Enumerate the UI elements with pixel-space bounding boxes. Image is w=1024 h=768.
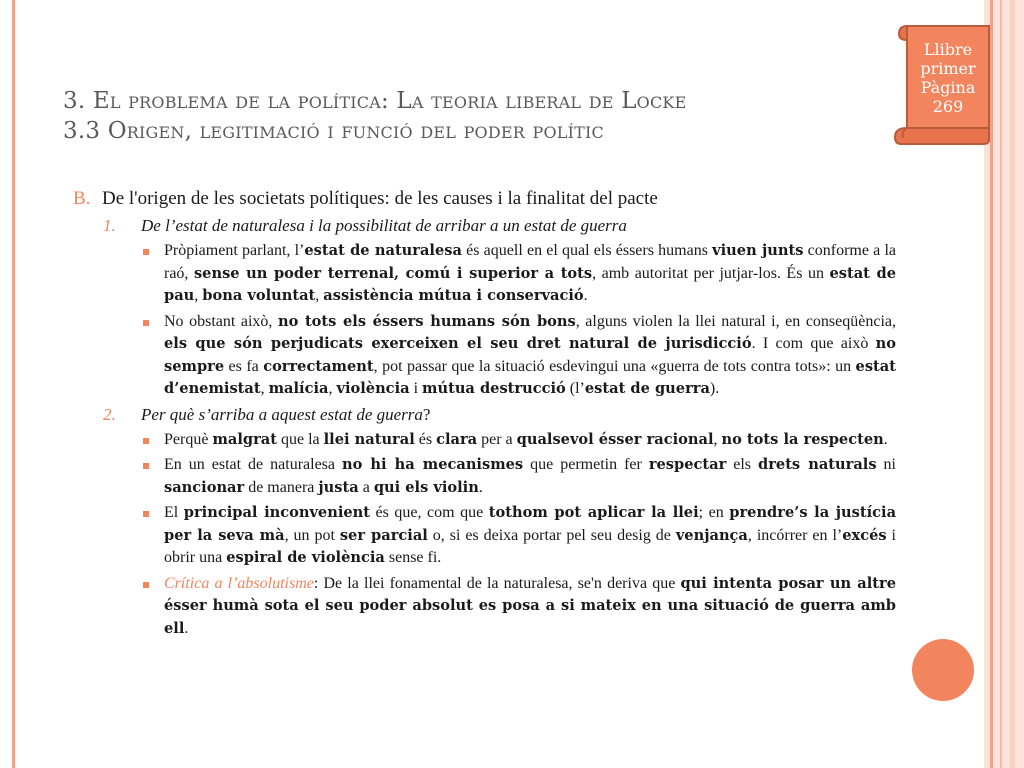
critique-label: Crítica a l’absolutisme xyxy=(164,574,314,592)
list-item: No obstant això, no tots els éssers humans són bons, alguns violen la llei natural i, en conseqüència, els que són perjudicats exerceixen el seu dret natural de jurisdicció. I com que això no sempre es fa correctament, pot passar que la situació esdevingui una «guerra de tots contra tots»: un estat d’enemistat, malícia, violència i mútua destrucció (l’estat de guerra). xyxy=(73,311,896,401)
section-marker: B. xyxy=(73,188,91,209)
subsection-1-heading-text: De l’estat de naturalesa i la possibilitat de arribar a un estat de guerra xyxy=(141,216,627,235)
badge-line-3: Pàgina xyxy=(920,78,976,97)
bullet-icon xyxy=(143,438,149,444)
subsection-2-question-mark: ? xyxy=(422,404,431,424)
list-item: El principal inconvenient és que, com que tothom pot aplicar la llei; en prendre’s la justícia per la seva mà, un pot ser parcial o, si es deixa portar pel seu desig de venjança, incórrer en l’excés i obrir una espiral de violència sense fi. xyxy=(73,502,896,570)
right-stripe-4 xyxy=(1010,0,1015,768)
list-item: Pròpiament parlant, l’estat de naturalesa és aquell en el qual els éssers humans viuen junts conforme a la raó, sense un poder terrenal, comú i superior a tots, amb autoritat per jutjar-los. És un estat de pau, bona voluntat, assistència mútua i conservació. xyxy=(73,240,896,308)
bullet-icon xyxy=(143,463,149,469)
section-heading xyxy=(73,186,903,212)
bullet-icon xyxy=(143,320,149,326)
bullet-icon xyxy=(143,511,149,517)
badge-line-2: primer xyxy=(920,59,976,78)
subsection-2-marker: 2. xyxy=(103,404,116,424)
badge-line-4: 269 xyxy=(932,97,964,116)
subsection-2-heading xyxy=(73,403,903,426)
list-item: En un estat de naturalesa no hi ha mecanismes que permetin fer respectar els drets naturals ni sancionar de manera justa a qui els violin. xyxy=(73,454,896,499)
left-border-line xyxy=(12,0,15,768)
subsection-2-heading-text: Per què s’arriba a aquest estat de guerra xyxy=(141,404,423,424)
list-item: Crítica a l’absolutisme: De la llei fonamental de la naturalesa, se'n deriva que qui intenta posar un altre ésser humà sota el seu poder absolut es posa a si mateix en una situació de guerra amb ell. xyxy=(73,573,896,641)
decorative-circle xyxy=(912,639,974,701)
bullet-icon xyxy=(143,582,149,588)
title-line-2: 3.3 Origen, legitimació i funció del poder polític xyxy=(63,118,604,144)
badge-text xyxy=(907,40,989,116)
slide-content xyxy=(73,186,903,640)
right-stripe-3 xyxy=(1000,0,1002,768)
subsection-2-list xyxy=(73,429,903,641)
title-line-1: 3. El problema de la política: La teoria liberal de Locke xyxy=(63,88,687,114)
badge-line-1: Llibre xyxy=(923,40,973,59)
bullet-icon xyxy=(143,249,149,255)
list-item: Perquè malgrat que la llei natural és clara per a qualsevol ésser racional, no tots la respecten. xyxy=(73,429,896,452)
subsection-1-marker: 1. xyxy=(103,216,116,235)
slide-title xyxy=(63,86,883,146)
subsection-1-heading xyxy=(73,214,903,237)
subsection-1-list xyxy=(73,240,903,401)
section-heading-text: De l'origen de les societats polítiques: de les causes i la finalitat del pacte xyxy=(102,188,658,209)
